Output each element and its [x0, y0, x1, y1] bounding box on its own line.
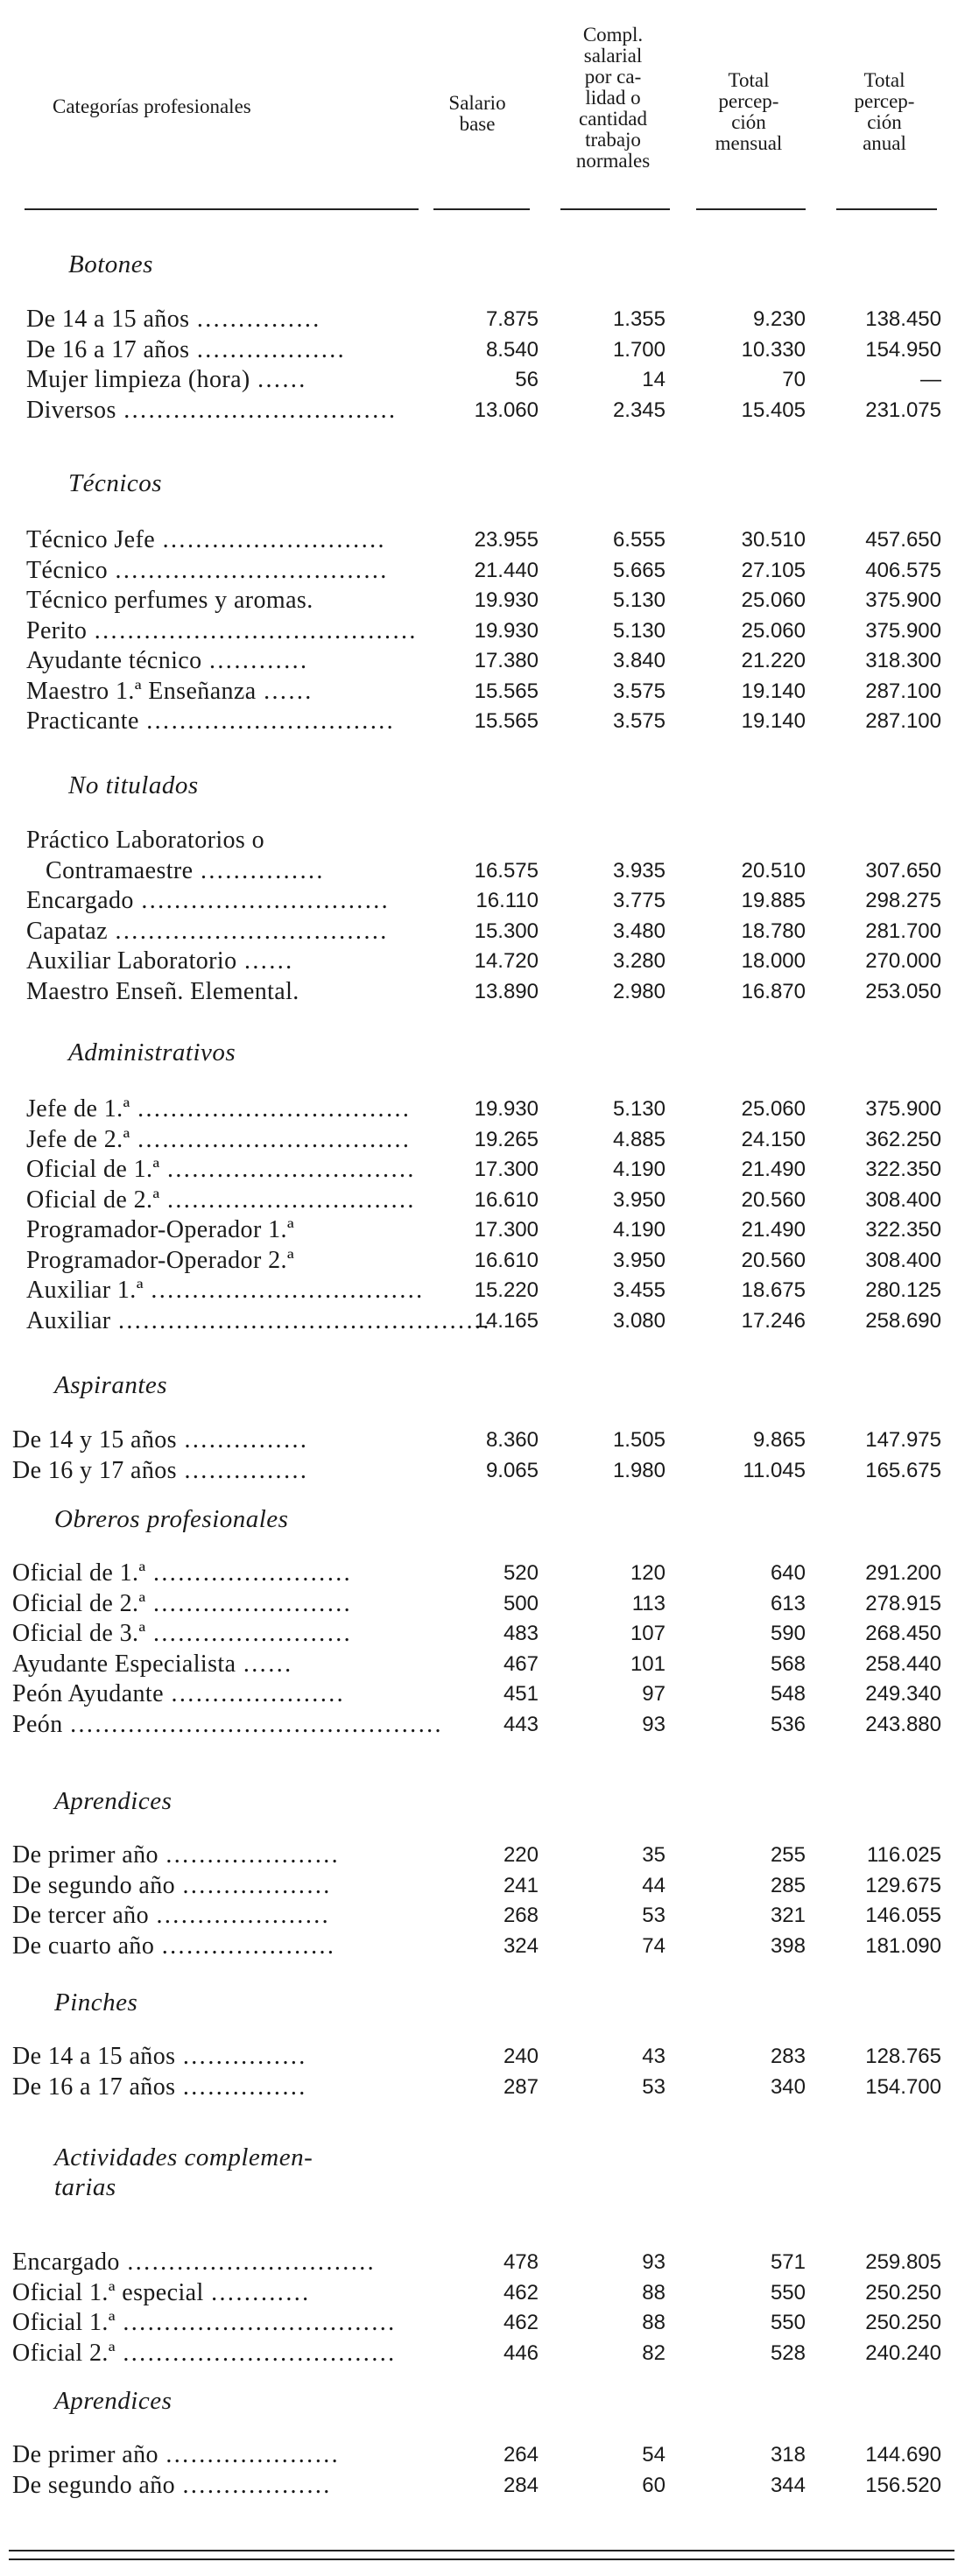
- cell-salario-base: 287: [503, 2074, 539, 2099]
- cell-total-anual: 287.100: [865, 679, 941, 703]
- row-label: Contramaestre ……………: [46, 856, 324, 884]
- cell-salario-base: 443: [503, 1712, 539, 1736]
- cell-total-mensual: 613: [770, 1591, 806, 1615]
- cell-complemento: 3.950: [612, 1187, 666, 1212]
- row-label: Ayudante técnico …………: [26, 647, 308, 674]
- row-label: Auxiliar 1.ª ……………………………: [26, 1277, 424, 1304]
- table-row: [0, 1871, 979, 1901]
- cell-salario-base: 15.220: [474, 1278, 539, 1302]
- table-row: [0, 616, 979, 646]
- table-row: [0, 2308, 979, 2338]
- table-row: [0, 1425, 979, 1455]
- cell-total-anual: 375.900: [865, 1097, 941, 1121]
- cell-total-mensual: 19.140: [741, 709, 806, 733]
- cell-total-anual: 138.450: [865, 307, 941, 331]
- row-label: Técnico perfumes y aromas.: [26, 587, 313, 614]
- cell-total-mensual: 590: [770, 1622, 806, 1645]
- row-label: Práctico Laboratorios o: [26, 827, 265, 854]
- cell-salario-base: 500: [503, 1591, 539, 1615]
- section-title: Técnicos: [68, 469, 163, 497]
- table-row: [0, 525, 979, 555]
- row-label: De cuarto año …………………: [12, 1932, 335, 1960]
- cell-salario-base: 16.610: [474, 1248, 539, 1272]
- header-rule-anual: [836, 208, 937, 210]
- cell-complemento: 3.935: [612, 858, 666, 883]
- section-title: Actividades complemen- tarias: [54, 2143, 313, 2201]
- table-row: [0, 1710, 979, 1740]
- cell-total-mensual: 16.870: [741, 979, 806, 1003]
- cell-total-mensual: 27.105: [741, 558, 806, 582]
- cell-salario-base: 483: [503, 1622, 539, 1645]
- cell-total-anual: 308.400: [865, 1187, 941, 1212]
- cell-complemento: 5.130: [612, 588, 666, 612]
- cell-salario-base: 462: [503, 2280, 539, 2305]
- cell-salario-base: 17.300: [474, 1158, 539, 1181]
- header-complemento: Compl. salarial por ca- lidad o cantidad trabajo normales: [575, 24, 651, 172]
- cell-salario-base: 264: [503, 2443, 539, 2467]
- table-row: [0, 1619, 979, 1649]
- cell-total-anual: 250.250: [865, 2280, 941, 2305]
- row-label: Oficial 2.ª ……………………………: [12, 2339, 396, 2367]
- cell-total-mensual: 18.000: [741, 949, 806, 973]
- cell-total-mensual: 9.865: [752, 1428, 806, 1452]
- cell-complemento: 3.455: [612, 1278, 666, 1302]
- section-title: Botones: [68, 250, 153, 278]
- table-row: [0, 826, 979, 855]
- cell-salario-base: 462: [503, 2311, 539, 2334]
- cell-salario-base: 56: [515, 368, 539, 391]
- table-row: [0, 977, 979, 1007]
- row-label: De 14 a 15 años ……………: [12, 2043, 306, 2070]
- cell-salario-base: 467: [503, 1651, 539, 1676]
- table-row: [0, 1246, 979, 1276]
- cell-salario-base: 13.890: [474, 979, 539, 1003]
- row-label: Peón Ayudante …………………: [12, 1680, 345, 1707]
- header-rule-mensual: [696, 208, 806, 210]
- row-label: Auxiliar ………………………………………: [26, 1306, 490, 1334]
- row-label: Oficial 1.ª especial …………: [12, 2278, 310, 2306]
- cell-complemento: 3.480: [612, 918, 666, 943]
- row-label: De segundo año ………………: [12, 2471, 331, 2499]
- cell-complemento: 3.280: [612, 949, 666, 973]
- cell-total-anual: 270.000: [865, 949, 941, 973]
- cell-complemento: 43: [642, 2045, 666, 2068]
- cell-salario-base: 16.610: [474, 1187, 539, 1212]
- cell-salario-base: 16.110: [475, 889, 539, 912]
- cell-total-anual: 144.690: [865, 2443, 941, 2467]
- cell-salario-base: 240: [503, 2045, 539, 2068]
- cell-total-anual: 298.275: [865, 889, 941, 912]
- table-row: [0, 335, 979, 365]
- cell-salario-base: 23.955: [474, 528, 539, 552]
- row-label: Peón ………………………………………: [12, 1710, 442, 1738]
- cell-complemento: 3.775: [612, 889, 666, 912]
- header-rule-complemento: [560, 208, 670, 210]
- table-row: [0, 1901, 979, 1931]
- cell-total-mensual: 19.885: [741, 889, 806, 912]
- cell-total-anual: 268.450: [865, 1622, 941, 1645]
- table-row: [0, 1155, 979, 1185]
- cell-salario-base: 8.360: [485, 1428, 539, 1452]
- cell-total-anual: 375.900: [865, 618, 941, 643]
- cell-complemento: 1.355: [612, 307, 666, 331]
- cell-total-anual: 318.300: [865, 649, 941, 672]
- cell-total-anual: 128.765: [865, 2045, 941, 2068]
- cell-total-mensual: 548: [770, 1682, 806, 1706]
- cell-total-anual: 240.240: [865, 2340, 941, 2365]
- cell-total-mensual: 255: [770, 1843, 806, 1867]
- cell-total-mensual: 25.060: [741, 618, 806, 643]
- cell-total-mensual: 25.060: [741, 588, 806, 612]
- cell-salario-base: 14.720: [474, 949, 539, 973]
- cell-total-mensual: 568: [770, 1651, 806, 1676]
- cell-total-anual: 291.200: [865, 1561, 941, 1585]
- cell-complemento: 101: [630, 1651, 666, 1676]
- table-row: [0, 2471, 979, 2501]
- cell-total-anual: 243.880: [865, 1712, 941, 1736]
- row-label: Auxiliar Laboratorio ……: [26, 947, 293, 975]
- table-row: [0, 1559, 979, 1588]
- table-row: [0, 1679, 979, 1709]
- cell-salario-base: 9.065: [485, 1458, 539, 1482]
- cell-salario-base: 19.265: [474, 1127, 539, 1151]
- cell-total-mensual: 571: [770, 2250, 806, 2274]
- row-label: Jefe de 2.ª ……………………………: [26, 1125, 411, 1153]
- cell-complemento: 53: [642, 1904, 666, 1927]
- section-title: Pinches: [54, 1988, 138, 2016]
- table-row: [0, 2339, 979, 2368]
- table-row: [0, 396, 979, 426]
- cell-salario-base: 268: [503, 1904, 539, 1927]
- cell-salario-base: 478: [503, 2250, 539, 2274]
- cell-complemento: 53: [642, 2074, 666, 2099]
- row-label: Técnico Jefe ………………………: [26, 526, 386, 553]
- section-title: Obreros profesionales: [54, 1505, 289, 1533]
- table-row: [0, 1186, 979, 1215]
- cell-complemento: 93: [642, 1712, 666, 1736]
- cell-total-mensual: 18.780: [741, 918, 806, 943]
- cell-salario-base: 17.300: [474, 1218, 539, 1242]
- cell-total-anual: 249.340: [865, 1682, 941, 1706]
- row-label: De tercer año …………………: [12, 1902, 330, 1929]
- cell-salario-base: 14.165: [474, 1308, 539, 1333]
- table-row: [0, 586, 979, 616]
- cell-total-anual: 375.900: [865, 588, 941, 612]
- cell-complemento: 4.190: [612, 1158, 666, 1181]
- cell-total-anual: 280.125: [865, 1278, 941, 1302]
- header-rule-category: [25, 208, 419, 210]
- cell-complemento: 4.190: [612, 1218, 666, 1242]
- row-label: Oficial de 2.ª ……………………: [12, 1589, 352, 1617]
- section-title: Aspirantes: [54, 1371, 168, 1399]
- cell-total-mensual: 528: [770, 2340, 806, 2365]
- table-row: [0, 2248, 979, 2277]
- cell-salario-base: 324: [503, 1933, 539, 1958]
- cell-salario-base: 13.060: [474, 398, 539, 422]
- cell-total-mensual: 640: [770, 1561, 806, 1585]
- cell-salario-base: 16.575: [474, 858, 539, 883]
- row-label: Oficial de 1.ª …………………………: [26, 1156, 415, 1183]
- table-row: [0, 856, 979, 886]
- cell-complemento: 35: [642, 1843, 666, 1867]
- cell-total-anual: 181.090: [865, 1933, 941, 1958]
- table-row: [0, 1932, 979, 1961]
- header-category: Categorías profesionales: [53, 95, 251, 117]
- cell-salario-base: 19.930: [474, 588, 539, 612]
- cell-salario-base: 220: [503, 1843, 539, 1867]
- row-label: De 14 y 15 años ……………: [12, 1426, 308, 1453]
- cell-complemento: 93: [642, 2250, 666, 2274]
- cell-complemento: 113: [631, 1591, 666, 1615]
- row-label: Maestro Enseñ. Elemental.: [26, 977, 299, 1005]
- cell-total-anual: 281.700: [865, 918, 941, 943]
- table-row: [0, 2073, 979, 2102]
- cell-total-mensual: 30.510: [741, 528, 806, 552]
- cell-total-mensual: 24.150: [741, 1127, 806, 1151]
- cell-complemento: 88: [642, 2311, 666, 2334]
- cell-total-anual: 253.050: [865, 979, 941, 1003]
- row-label: Diversos ……………………………: [26, 396, 397, 424]
- cell-total-mensual: 536: [770, 1712, 806, 1736]
- table-row: [0, 2042, 979, 2072]
- cell-complemento: 5.130: [612, 618, 666, 643]
- row-label: De primer año …………………: [12, 2441, 340, 2468]
- cell-complemento: 3.840: [612, 649, 666, 672]
- section-title: Aprendices: [54, 2387, 173, 2415]
- cell-total-anual: 146.055: [865, 1904, 941, 1927]
- cell-total-anual: 307.650: [865, 858, 941, 883]
- table-row: [0, 917, 979, 947]
- cell-total-mensual: 15.405: [741, 398, 806, 422]
- cell-total-mensual: 20.560: [741, 1187, 806, 1212]
- table-row: [0, 1456, 979, 1486]
- cell-total-mensual: 9.230: [752, 307, 806, 331]
- cell-total-anual: 116.025: [867, 1843, 941, 1867]
- cell-total-anual: 156.520: [865, 2473, 941, 2497]
- cell-complemento: 3.575: [612, 709, 666, 733]
- header-rule-salario: [433, 208, 530, 210]
- cell-salario-base: 284: [503, 2473, 539, 2497]
- cell-total-mensual: 21.220: [741, 649, 806, 672]
- cell-total-mensual: 25.060: [741, 1097, 806, 1121]
- cell-total-mensual: 398: [770, 1933, 806, 1958]
- cell-total-anual: 250.250: [865, 2311, 941, 2334]
- cell-salario-base: 8.540: [485, 337, 539, 362]
- row-label: De segundo año ………………: [12, 1871, 331, 1899]
- table-row: [0, 886, 979, 916]
- row-label: Ayudante Especialista ……: [12, 1650, 292, 1678]
- cell-complemento: 4.885: [612, 1127, 666, 1151]
- table-row: [0, 365, 979, 395]
- table-row: [0, 556, 979, 586]
- cell-total-anual: 231.075: [865, 398, 941, 422]
- table-row: [0, 1215, 979, 1245]
- section-title: Aprendices: [54, 1787, 173, 1815]
- table-row: [0, 2440, 979, 2470]
- cell-salario-base: 15.565: [474, 679, 539, 703]
- row-label: Practicante …………………………: [26, 707, 395, 735]
- cell-total-mensual: 550: [770, 2280, 806, 2305]
- cell-total-mensual: 11.045: [743, 1458, 806, 1482]
- cell-total-anual: 147.975: [865, 1428, 941, 1452]
- cell-total-anual: —: [920, 368, 941, 391]
- cell-total-mensual: 344: [770, 2473, 806, 2497]
- row-label: Programador-Operador 2.ª: [26, 1246, 294, 1274]
- section-title: Administrativos: [68, 1038, 236, 1066]
- cell-complemento: 120: [630, 1561, 666, 1585]
- row-label: Técnico ……………………………: [26, 556, 388, 584]
- bottom-rule-1: [9, 2550, 954, 2551]
- cell-salario-base: 520: [503, 1561, 539, 1585]
- cell-salario-base: 17.380: [474, 649, 539, 672]
- cell-complemento: 1.700: [612, 337, 666, 362]
- row-label: De 16 y 17 años ……………: [12, 1456, 308, 1484]
- cell-total-anual: 258.690: [865, 1308, 941, 1333]
- cell-complemento: 3.950: [612, 1248, 666, 1272]
- row-label: Encargado …………………………: [12, 2249, 376, 2276]
- cell-complemento: 88: [642, 2280, 666, 2305]
- cell-salario-base: 7.875: [485, 307, 539, 331]
- cell-total-mensual: 20.510: [741, 858, 806, 883]
- cell-complemento: 2.345: [612, 398, 666, 422]
- cell-complemento: 1.980: [612, 1458, 666, 1482]
- bottom-rule-2: [9, 2558, 954, 2560]
- cell-complemento: 14: [642, 368, 666, 391]
- table-row: [0, 1306, 979, 1336]
- cell-total-mensual: 340: [770, 2074, 806, 2099]
- row-label: Mujer limpieza (hora) ……: [26, 366, 306, 393]
- cell-total-anual: 406.575: [865, 558, 941, 582]
- cell-total-mensual: 21.490: [741, 1218, 806, 1242]
- cell-total-mensual: 19.140: [741, 679, 806, 703]
- cell-complemento: 60: [642, 2473, 666, 2497]
- cell-complemento: 5.130: [612, 1097, 666, 1121]
- header-total-anual: Total percep- ción anual: [854, 69, 915, 154]
- cell-complemento: 1.505: [612, 1428, 666, 1452]
- table-row: [0, 1276, 979, 1306]
- cell-complemento: 5.665: [612, 558, 666, 582]
- cell-complemento: 54: [642, 2443, 666, 2467]
- row-label: Maestro 1.ª Enseñanza ……: [26, 677, 313, 705]
- row-label: Capataz ……………………………: [26, 917, 388, 945]
- cell-complemento: 3.080: [612, 1308, 666, 1333]
- row-label: Oficial de 3.ª ……………………: [12, 1620, 352, 1647]
- cell-total-anual: 154.950: [865, 337, 941, 362]
- row-label: De primer año …………………: [12, 1841, 340, 1869]
- cell-total-anual: 457.650: [865, 528, 941, 552]
- cell-total-mensual: 321: [770, 1904, 806, 1927]
- table-row: [0, 2278, 979, 2308]
- cell-salario-base: 241: [503, 1873, 539, 1897]
- cell-total-mensual: 18.675: [741, 1278, 806, 1302]
- section-title: No titulados: [68, 771, 199, 799]
- table-row: [0, 1094, 979, 1124]
- cell-total-anual: 322.350: [865, 1158, 941, 1181]
- cell-total-anual: 362.250: [865, 1127, 941, 1151]
- cell-total-mensual: 21.490: [741, 1158, 806, 1181]
- cell-complemento: 44: [642, 1873, 666, 1897]
- cell-complemento: 6.555: [612, 528, 666, 552]
- cell-complemento: 3.575: [612, 679, 666, 703]
- cell-complemento: 82: [642, 2340, 666, 2365]
- cell-salario-base: 19.930: [474, 618, 539, 643]
- cell-complemento: 97: [642, 1682, 666, 1706]
- cell-complemento: 107: [630, 1622, 666, 1645]
- cell-salario-base: 451: [503, 1682, 539, 1706]
- cell-total-mensual: 283: [770, 2045, 806, 2068]
- row-label: Oficial 1.ª ……………………………: [12, 2309, 396, 2336]
- cell-salario-base: 15.565: [474, 709, 539, 733]
- cell-salario-base: 19.930: [474, 1097, 539, 1121]
- cell-salario-base: 15.300: [474, 918, 539, 943]
- table-row: [0, 1125, 979, 1155]
- cell-total-anual: 278.915: [865, 1591, 941, 1615]
- table-row: [0, 677, 979, 707]
- table-row: [0, 646, 979, 676]
- row-label: De 16 a 17 años ……………: [12, 2073, 306, 2101]
- cell-total-mensual: 70: [782, 368, 806, 391]
- row-label: Oficial de 2.ª …………………………: [26, 1186, 415, 1214]
- table-row: [0, 1841, 979, 1870]
- cell-salario-base: 21.440: [474, 558, 539, 582]
- cell-total-anual: 258.440: [865, 1651, 941, 1676]
- cell-total-mensual: 318: [770, 2443, 806, 2467]
- row-label: De 14 a 15 años ……………: [26, 306, 320, 333]
- header-total-mensual: Total percep- ción mensual: [715, 69, 783, 154]
- cell-total-anual: 154.700: [865, 2074, 941, 2099]
- cell-total-mensual: 550: [770, 2311, 806, 2334]
- cell-total-anual: 308.400: [865, 1248, 941, 1272]
- cell-total-anual: 259.805: [865, 2250, 941, 2274]
- cell-total-anual: 165.675: [865, 1458, 941, 1482]
- row-label: Jefe de 1.ª ……………………………: [26, 1095, 411, 1123]
- cell-complemento: 2.980: [612, 979, 666, 1003]
- cell-total-anual: 129.675: [865, 1873, 941, 1897]
- table-row: [0, 305, 979, 334]
- cell-total-mensual: 285: [770, 1873, 806, 1897]
- table-row: [0, 1589, 979, 1619]
- cell-total-mensual: 10.330: [741, 337, 806, 362]
- cell-complemento: 74: [642, 1933, 666, 1958]
- cell-total-anual: 287.100: [865, 709, 941, 733]
- row-label: Encargado …………………………: [26, 887, 390, 914]
- cell-total-mensual: 17.246: [741, 1308, 806, 1333]
- table-row: [0, 947, 979, 976]
- cell-total-mensual: 20.560: [741, 1248, 806, 1272]
- cell-salario-base: 446: [503, 2340, 539, 2365]
- cell-total-anual: 322.350: [865, 1218, 941, 1242]
- header-salario-base: Salario base: [448, 92, 506, 135]
- row-label: De 16 a 17 años ………………: [26, 335, 346, 363]
- row-label: Perito …………………………………: [26, 616, 417, 644]
- table-row: [0, 1650, 979, 1679]
- table-row: [0, 707, 979, 736]
- row-label: Oficial de 1.ª ……………………: [12, 1559, 352, 1587]
- row-label: Programador-Operador 1.ª: [26, 1216, 294, 1243]
